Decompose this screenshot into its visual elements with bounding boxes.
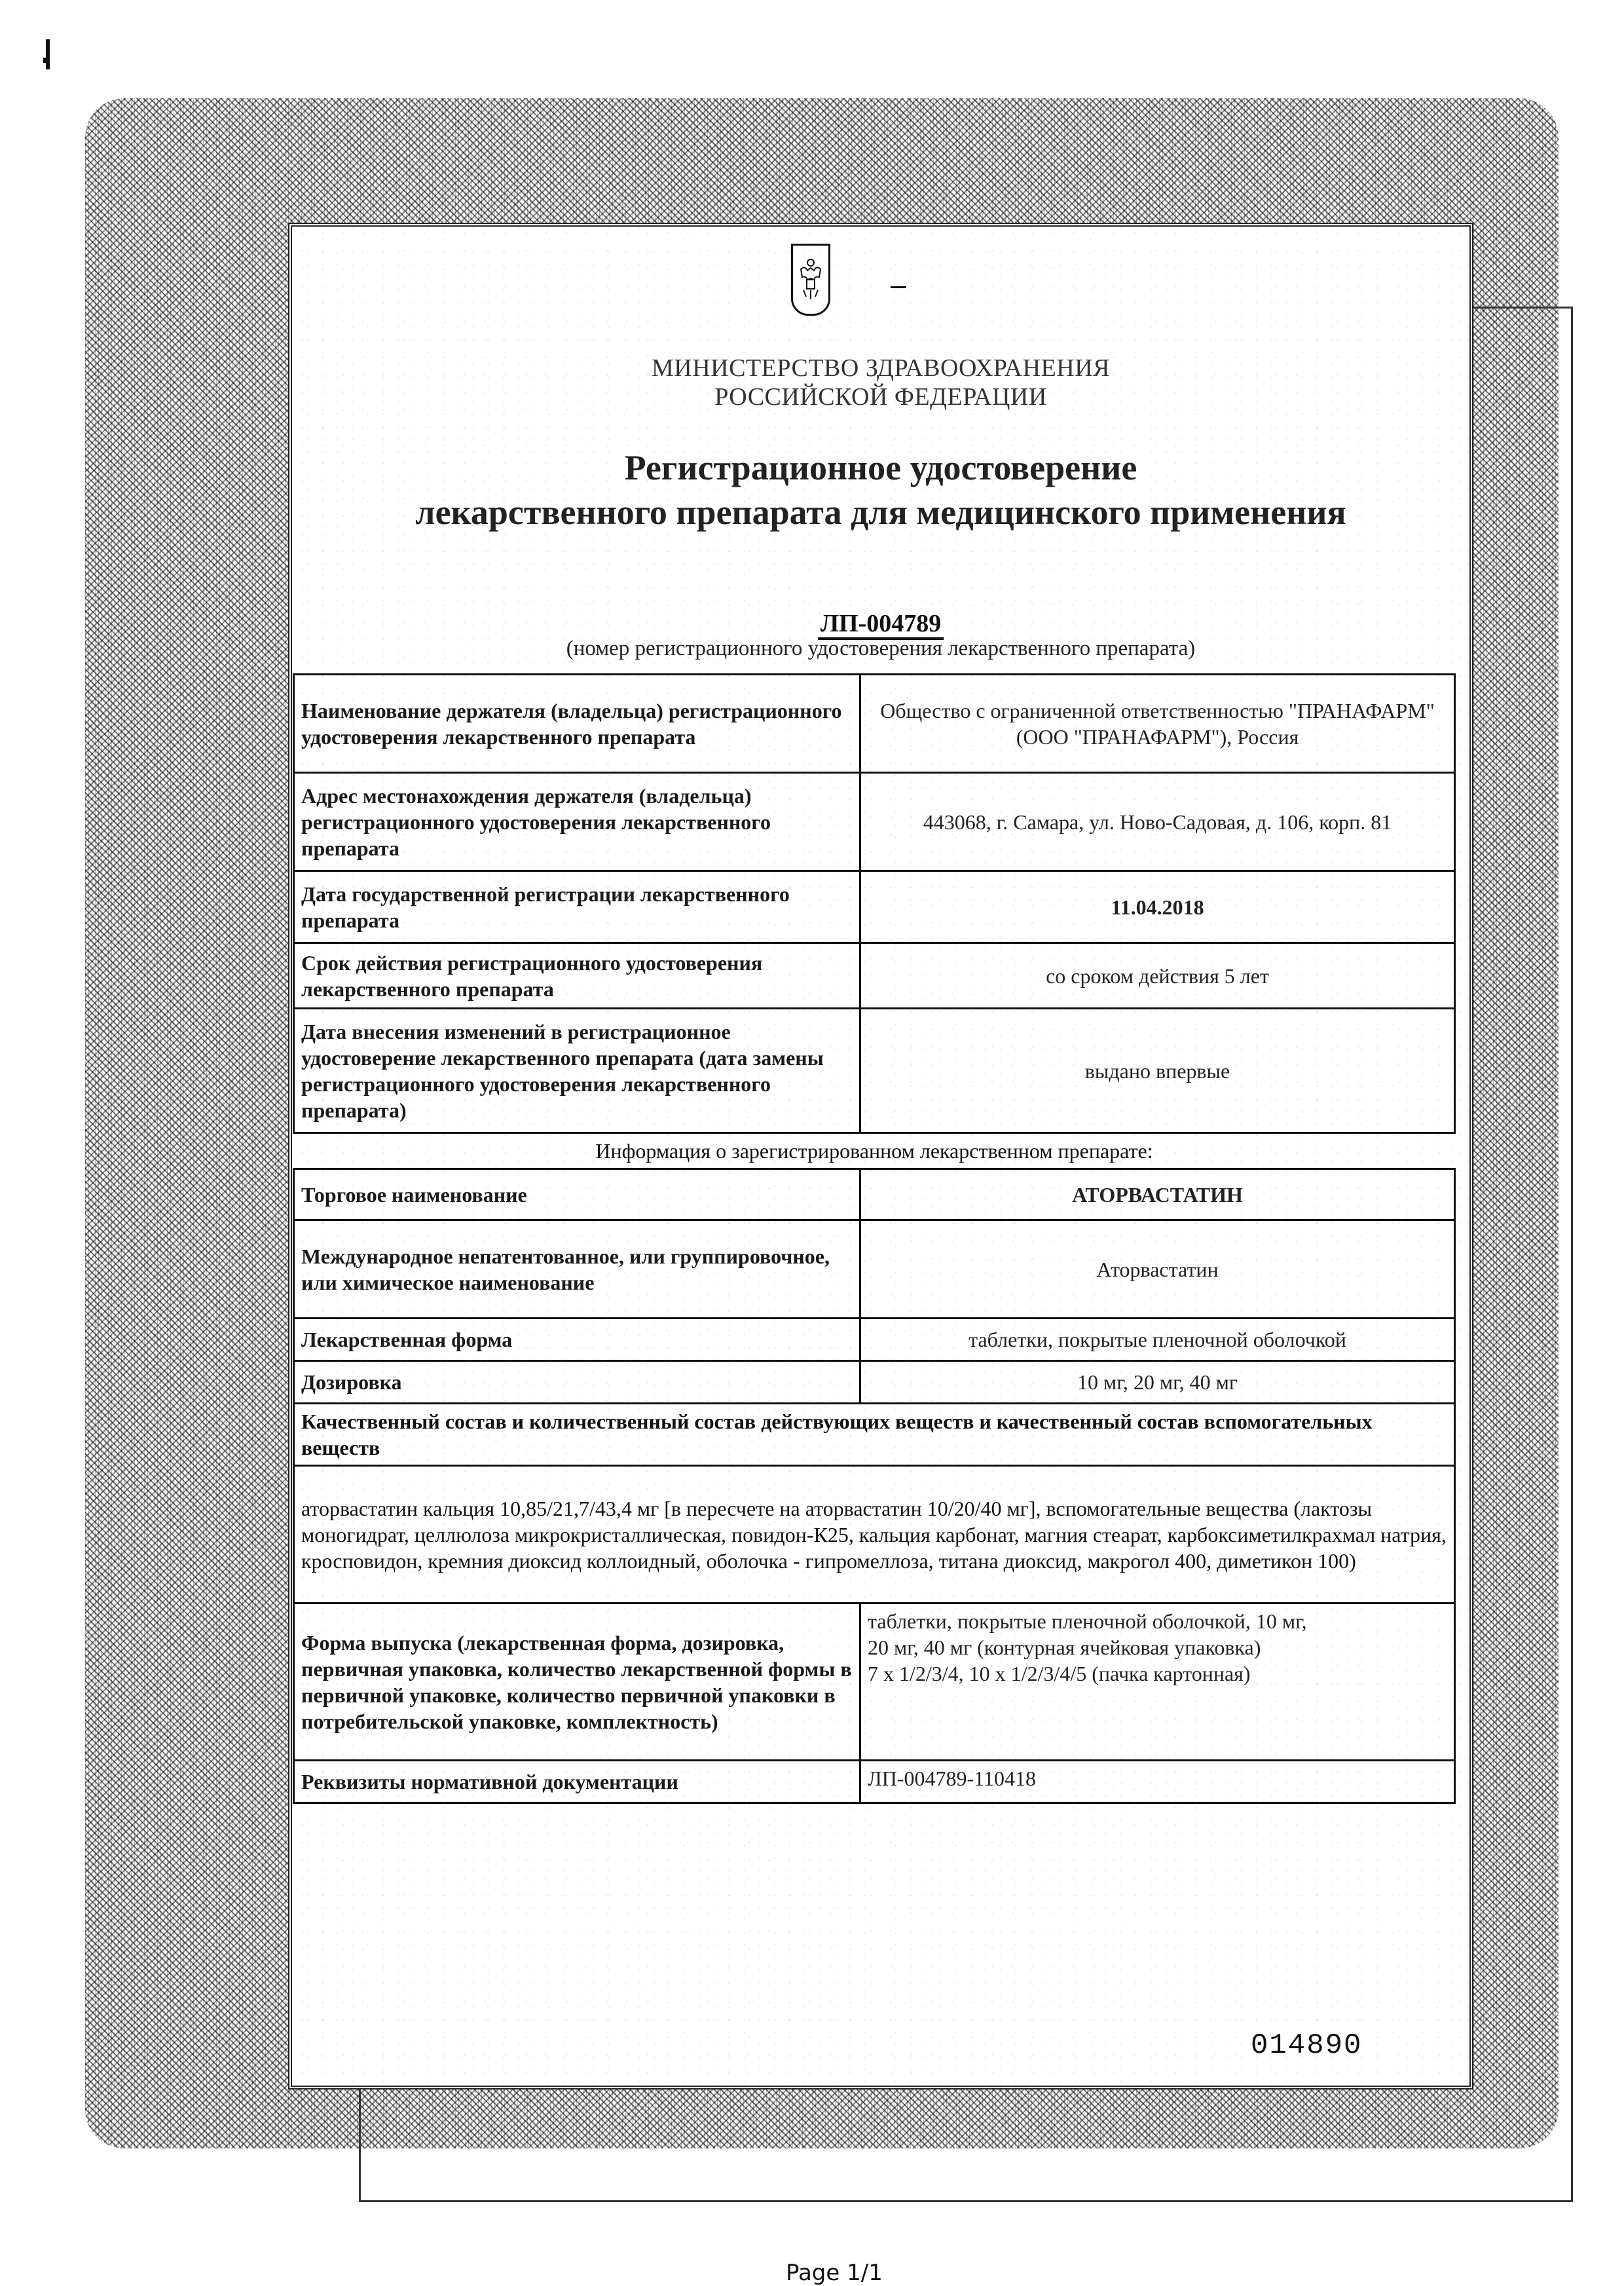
dosage-form-label: Лекарственная форма	[294, 1319, 860, 1361]
table-row-composition-value	[294, 1466, 1455, 1603]
release-form-label: Форма выпуска (лекарственная форма, дозировка, первичная упаковка, количество лекарственной формы в первичной упаковке, количество первичной упаковки в потребительской упаковке, комплектность)	[294, 1603, 860, 1761]
validity-value: со сроком действия 5 лет	[860, 943, 1455, 1009]
table-row-registration-date	[294, 871, 1455, 943]
title-line-1: Регистрационное удостоверение	[624, 448, 1137, 487]
table-row-release-form	[294, 1603, 1455, 1761]
release-form-line-2: 20 мг, 40 мг (контурная ячейковая упаковка)	[868, 1636, 1261, 1659]
trade-name-value: АТОРВАСТАТИН	[860, 1169, 1455, 1220]
inn-label: Международное непатентованное, или группировочное, или химическое наименование	[294, 1220, 860, 1319]
table-row-holder-name	[294, 675, 1455, 773]
double-headed-eagle-icon	[796, 253, 826, 306]
page-number: Page 1/1	[786, 2260, 883, 2286]
registration-number	[288, 609, 1473, 638]
release-form-line-1: таблетки, покрытые пленочной оболочкой, 10 мг,	[868, 1609, 1307, 1633]
trade-name-label: Торговое наименование	[294, 1169, 860, 1220]
table-row-inn	[294, 1220, 1455, 1319]
table-row-validity	[294, 943, 1455, 1009]
normative-docs-label: Реквизиты нормативной документации	[294, 1761, 860, 1803]
holder-address-label: Адрес местонахождения держателя (владельца) регистрационного удостоверения лекарственного препарата	[294, 773, 860, 871]
ministry-name	[288, 354, 1473, 411]
table-row-dosage	[294, 1361, 1455, 1404]
release-form-line-3: 7 x 1/2/3/4, 10 x 1/2/3/4/5 (пачка картонная)	[868, 1662, 1251, 1685]
holder-address-value: 443068, г. Самара, ул. Ново-Садовая, д. 106, корп. 81	[860, 773, 1455, 871]
changes-date-value: выдано впервые	[860, 1009, 1455, 1133]
dosage-label: Дозировка	[294, 1361, 860, 1404]
release-form-value	[860, 1603, 1455, 1761]
coat-of-arms-icon	[791, 244, 830, 316]
table-row-normative-docs	[294, 1761, 1455, 1803]
title-line-2: лекарственного препарата для медицинского применения	[415, 493, 1346, 532]
scan-mark	[46, 39, 50, 69]
dosage-form-value: таблетки, покрытые пленочной оболочкой	[860, 1319, 1455, 1361]
holder-name-label: Наименование держателя (владельца) регистрационного удостоверения лекарственного препарата	[294, 675, 860, 773]
table-row-composition-label	[294, 1404, 1455, 1466]
table-row-trade-name	[294, 1169, 1455, 1220]
registration-date-value: 11.04.2018	[860, 871, 1455, 943]
table-row-section-title	[294, 1133, 1455, 1169]
registration-number-caption: (номер регистрационного удостоверения лекарственного препарата)	[566, 637, 1196, 660]
registration-number-value: ЛП-004789	[818, 610, 944, 640]
ministry-line-2: РОССИЙСКОЙ ФЕДЕРАЦИИ	[714, 383, 1047, 411]
validity-label: Срок действия регистрационного удостоверения лекарственного препарата	[294, 943, 860, 1009]
drug-info-section-title: Информация о зарегистрированном лекарственном препарате:	[294, 1133, 1455, 1169]
composition-value: аторвастатин кальция 10,85/21,7/43,4 мг [в пересчете на аторвастатин 10/20/40 мг], вспомогательные вещества (лактозы моногидрат, целлюлоза микрокристаллическая, повидон-К25, кальция карбонат, магния стеарат, карбоксиметилкрахмал натрия, кросповидон, кремния диоксид коллоидный, оболочка - гипромеллоза, титана диоксид, макрогол 400, диметикон 100)	[294, 1466, 1455, 1603]
certificate-table	[293, 673, 1456, 1804]
composition-label: Качественный состав и количественный состав действующих веществ и качественный состав вспомогательных веществ	[294, 1404, 1455, 1466]
dosage-value: 10 мг, 20 мг, 40 мг	[860, 1361, 1455, 1404]
holder-name-value: Общество с ограниченной ответственностью "ПРАНАФАРМ" (ООО "ПРАНАФАРМ"), Россия	[860, 675, 1455, 773]
inn-value: Аторвастатин	[860, 1220, 1455, 1319]
table-row-dosage-form	[294, 1319, 1455, 1361]
page-title	[288, 445, 1473, 534]
table-row-changes-date	[294, 1009, 1455, 1133]
emblem-dash	[891, 286, 906, 288]
registration-date-label: Дата государственной регистрации лекарственного препарата	[294, 871, 860, 943]
changes-date-label: Дата внесения изменений в регистрационное удостоверение лекарственного препарата (дата замены регистрационного удостоверения лекарственного препарата)	[294, 1009, 860, 1133]
normative-docs-value: ЛП-004789-110418	[860, 1761, 1455, 1803]
ministry-line-1: МИНИСТЕРСТВО ЗДРАВООХРАНЕНИЯ	[652, 354, 1110, 382]
table-row-holder-address	[294, 773, 1455, 871]
serial-number: 014890	[1251, 2029, 1363, 2062]
